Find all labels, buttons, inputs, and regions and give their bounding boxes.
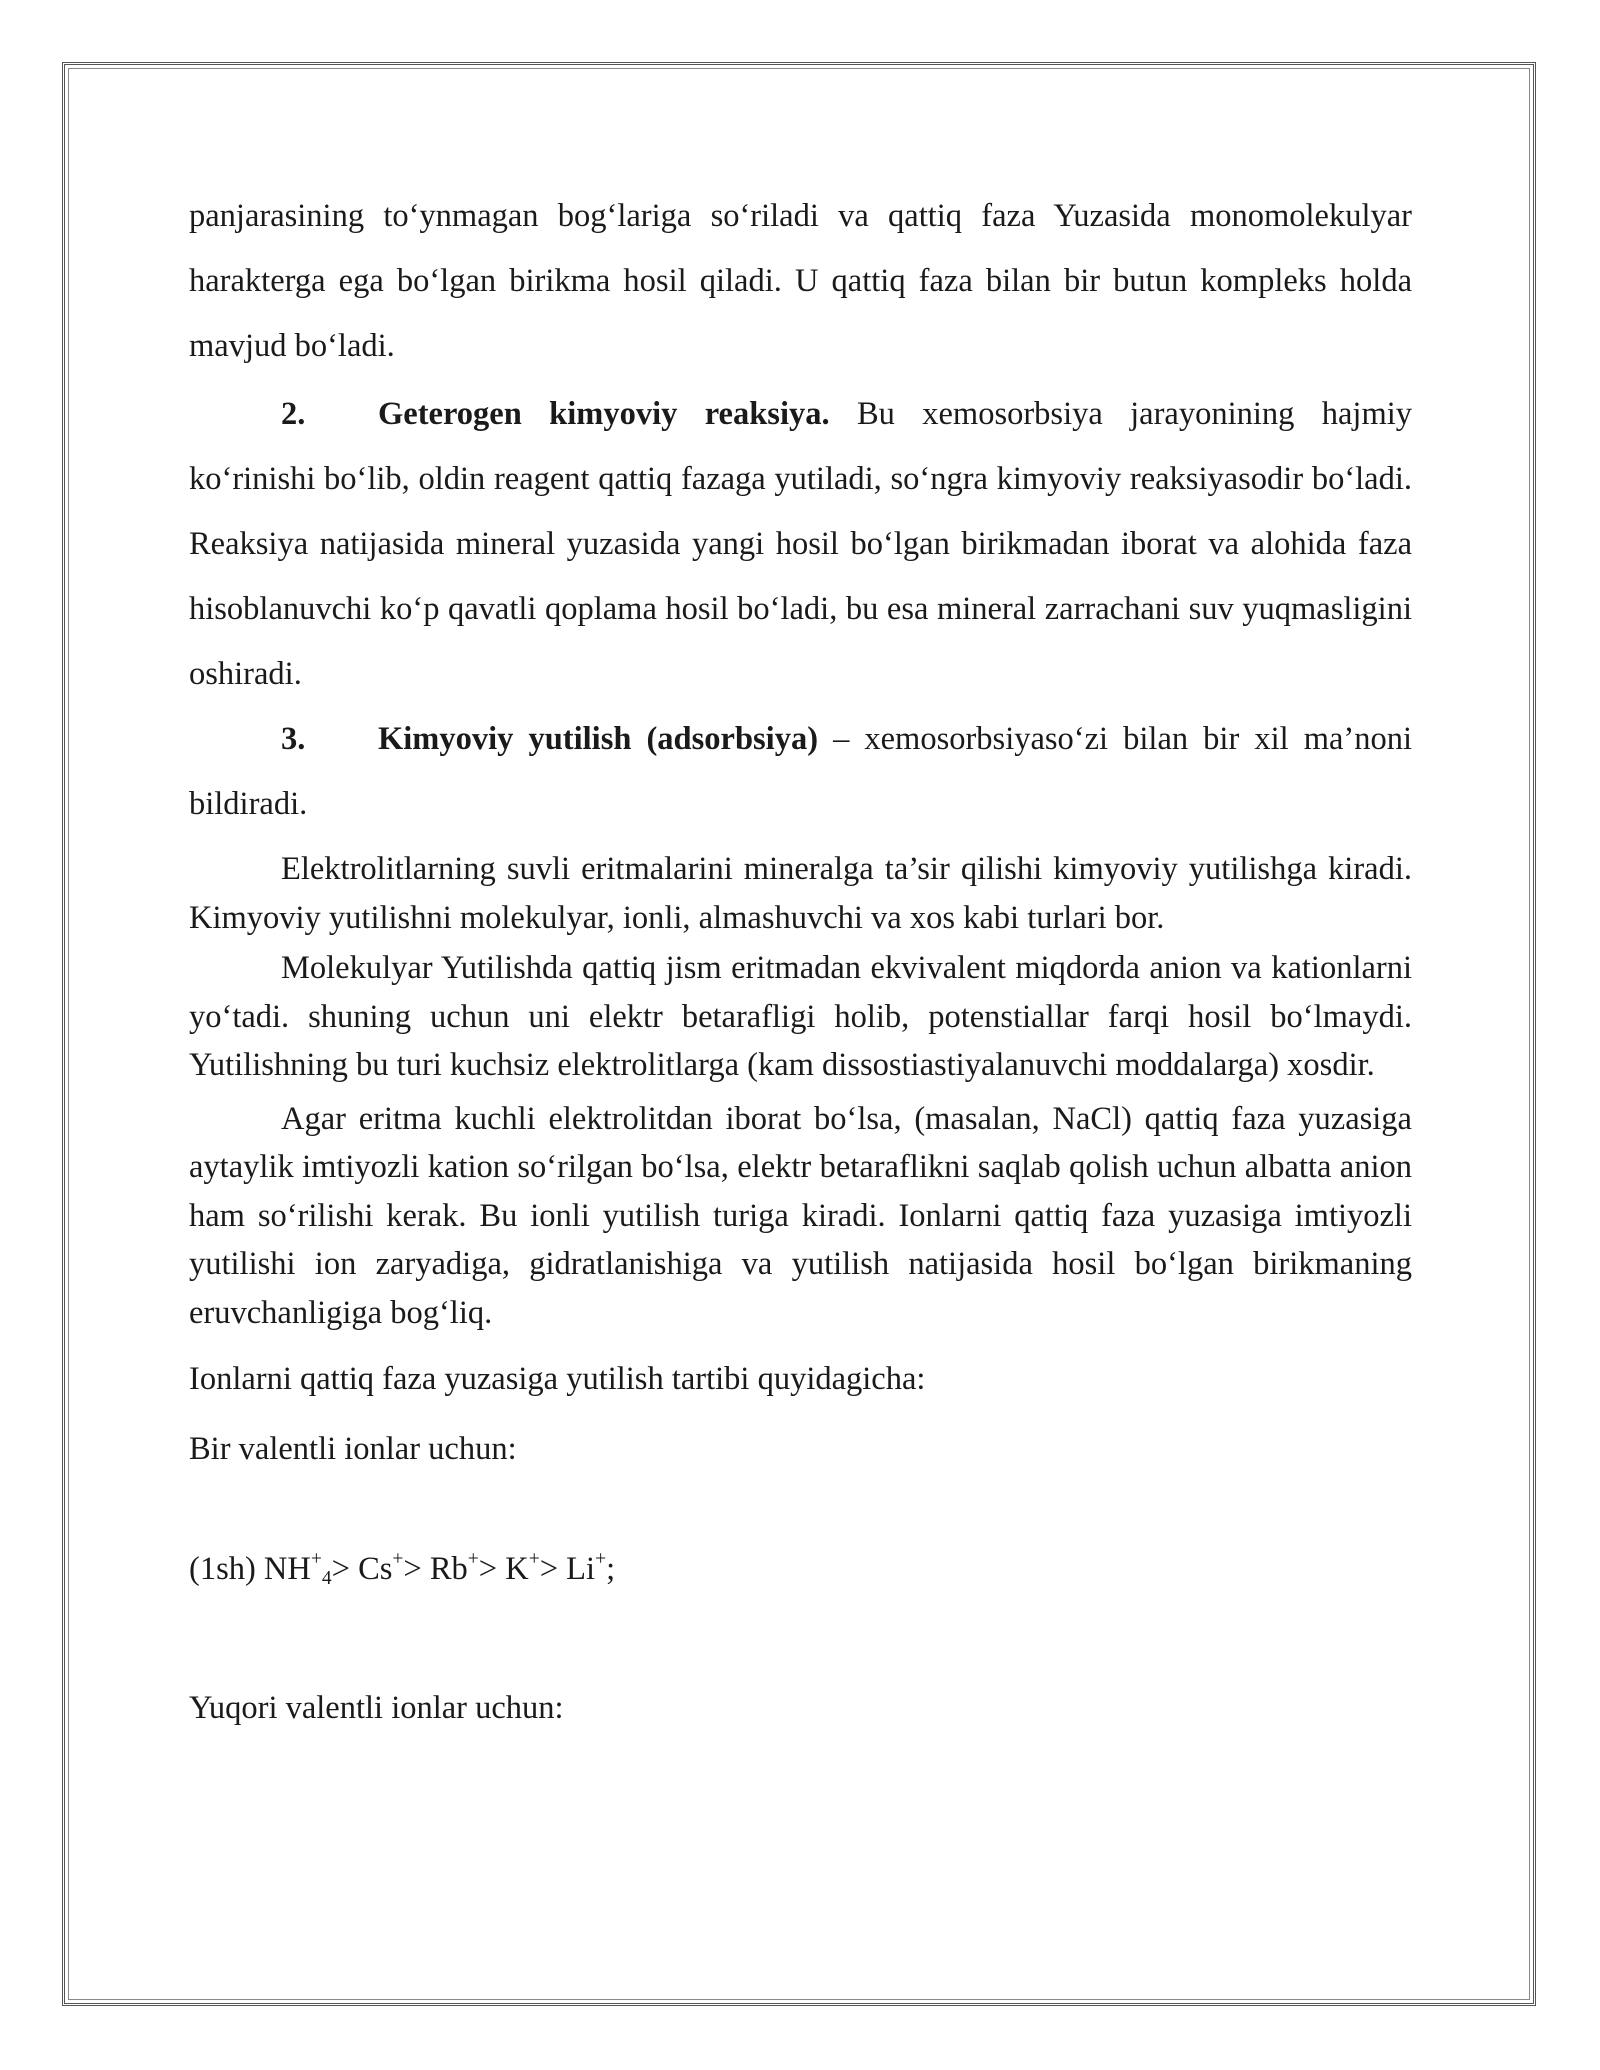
paragraph-higher-valent: Yuqori valentli ionlar uchun: xyxy=(189,1689,564,1726)
paragraph-electrolytes: Elektrolitlarning suvli eritmalarini mineralga ta’sir qilishi kimyoviy yutilishga kiradi. Kimyoviy yutilishni molekulyar, ionli, almashuvchi va xos kabi turlari bor. xyxy=(189,851,1412,936)
list-number: 3. xyxy=(281,721,306,757)
list-item-title: Geterogen kimyoviy reaksiya. xyxy=(378,396,830,432)
document-body xyxy=(189,184,1412,1732)
formula-monovalent-series: (1sh) $NH^+_4> Cs^+> Rb^+> K^+> Li^+$; xyxy=(189,1548,616,1589)
list-item-text: – xemosorbsiyaso‘zi bilan bir xil ma’noni bildiradi. xyxy=(189,721,1413,822)
list-item-2 xyxy=(189,382,1412,707)
paragraph-continuation: panjarasining to‘ynmagan bog‘lariga so‘riladi va qattiq faza Yuzasida monomolekulyar harakterga ega bo‘lgan birikma hosil qiladi. U qattiq faza bilan bir butun kompleks holda mavjud bo‘ladi. xyxy=(189,198,1412,364)
paragraph-monovalent: Bir valentli ionlar uchun: xyxy=(189,1430,517,1467)
list-item-3 xyxy=(189,707,1412,837)
list-number: 2. xyxy=(281,396,306,432)
paragraph-ionic: Agar eritma kuchli elektrolitdan iborat bo‘lsa, (masalan, NaCl) qattiq faza yuzasiga aytaylik imtiyozli kation so‘rilgan bo‘lsa, elektr betaraflikni saqlab qolish uchun albatta anion ham so‘rilishi kerak. Bu ionli yutilish turiga kiradi. Ionlarni qattiq faza yuzasiga imtiyozli yutilishi ion zaryadiga, gidratlanishiga va yutilish natijasida hosil bo‘lgan birikmaning eruvchanligiga bog‘liq. xyxy=(189,1100,1412,1331)
paragraph-order-intro: Ionlarni qattiq faza yuzasiga yutilish tartibi quyidagicha: xyxy=(189,1361,926,1397)
list-item-text: Bu xemosorbsiya jarayonining hajmiy ko‘rinishi bo‘lib, oldin reagent qattiq fazaga yutiladi, so‘ngra kimyoviy reaksiyasodir bo‘ladi. Reaksiya natijasida mineral yuzasida yangi hosil bo‘lgan birikmadan iborat va alohida faza hisoblanuvchi ko‘p qavatli qoplama hosil bo‘ladi, bu esa mineral zarrachani suv yuqmasligini oshiradi. xyxy=(189,396,1413,692)
list-item-title: Kimyoviy yutilish (adsorbsiya) xyxy=(378,721,819,757)
paragraph-molecular: Molekulyar Yutilishda qattiq jism eritmadan ekvivalent miqdorda anion va kationlarni yo‘tadi. shuning uchun uni elektr betarafligi holib, potenstiallar farqi hosil bo‘lmaydi. Yutilishning bu turi kuchsiz elektrolitlarga (kam dissostiastiyalanuvchi moddalarga) xosdir. xyxy=(189,950,1412,1083)
